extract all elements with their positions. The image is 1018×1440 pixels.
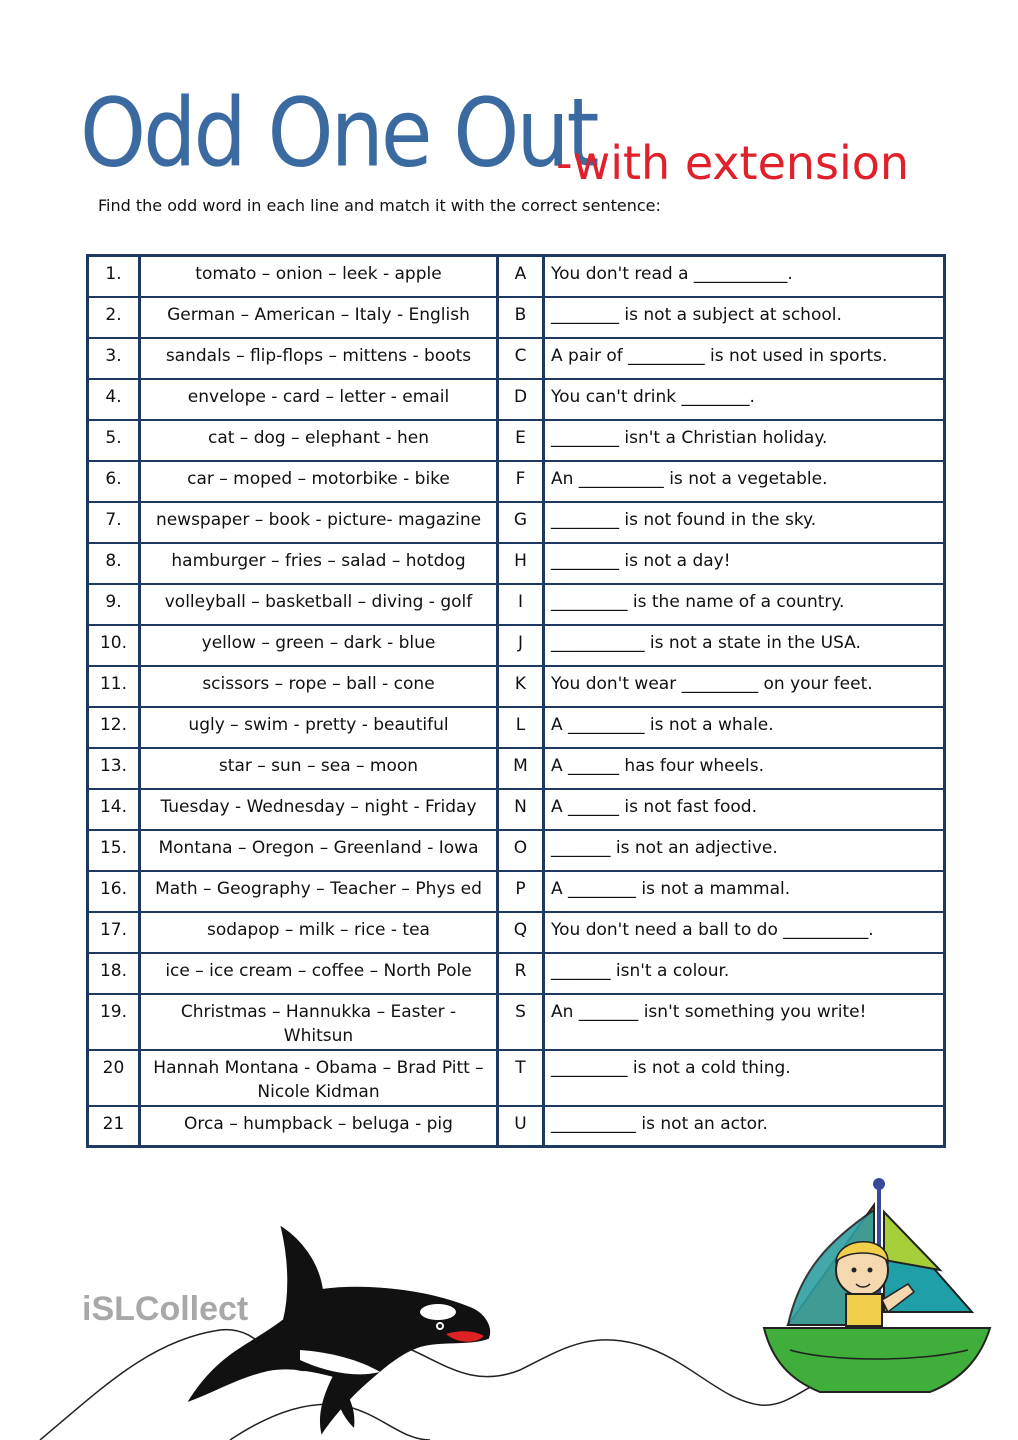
word-list: Orca – humpback – beluga - pig — [140, 1106, 498, 1147]
row-number: 1. — [88, 256, 140, 297]
sentence-text: You don't wear _________ on your feet. — [544, 666, 945, 707]
sentence-text: A ______ is not fast food. — [544, 789, 945, 830]
word-list: German – American – Italy - English — [140, 297, 498, 338]
sentence-text: An _______ isn't something you write! — [544, 994, 945, 1050]
word-list: newspaper – book - picture- magazine — [140, 502, 498, 543]
sentence-letter: M — [498, 748, 544, 789]
row-number: 19. — [88, 994, 140, 1050]
row-number: 14. — [88, 789, 140, 830]
word-list: hamburger – fries – salad – hotdog — [140, 543, 498, 584]
word-list: envelope - card – letter - email — [140, 379, 498, 420]
word-list: sodapop – milk – rice - tea — [140, 912, 498, 953]
sentence-letter: C — [498, 338, 544, 379]
sentence-letter: P — [498, 871, 544, 912]
page-subtitle: -with extension — [556, 136, 910, 190]
row-number: 12. — [88, 707, 140, 748]
sentence-letter: D — [498, 379, 544, 420]
sentence-letter: E — [498, 420, 544, 461]
row-number: 5. — [88, 420, 140, 461]
sentence-text: ________ isn't a Christian holiday. — [544, 420, 945, 461]
sailboat-illustration — [764, 1178, 990, 1392]
sentence-text: ________ is not a subject at school. — [544, 297, 945, 338]
sentence-text: A _________ is not a whale. — [544, 707, 945, 748]
sentence-letter: N — [498, 789, 544, 830]
sentence-letter: T — [498, 1050, 544, 1106]
word-list: scissors – rope – ball - cone — [140, 666, 498, 707]
sentence-text: A pair of _________ is not used in sports. — [544, 338, 945, 379]
sentence-letter: L — [498, 707, 544, 748]
sentence-letter: A — [498, 256, 544, 297]
sentence-text: _______ is not an adjective. — [544, 830, 945, 871]
sentence-letter: K — [498, 666, 544, 707]
sentence-text: An __________ is not a vegetable. — [544, 461, 945, 502]
row-number: 13. — [88, 748, 140, 789]
word-list: Montana – Oregon – Greenland - Iowa — [140, 830, 498, 871]
word-list: Hannah Montana - Obama – Brad Pitt – Nicole Kidman — [140, 1050, 498, 1106]
sentence-letter: Q — [498, 912, 544, 953]
word-list: car – moped – motorbike - bike — [140, 461, 498, 502]
word-list: yellow – green – dark - blue — [140, 625, 498, 666]
row-number: 15. — [88, 830, 140, 871]
row-number: 20 — [88, 1050, 140, 1106]
sentence-text: A ______ has four wheels. — [544, 748, 945, 789]
sentence-letter: R — [498, 953, 544, 994]
sentence-letter: O — [498, 830, 544, 871]
instructions: Find the odd word in each line and match it with the correct sentence: — [98, 196, 661, 215]
sentence-text: You don't read a ___________. — [544, 256, 945, 297]
row-number: 16. — [88, 871, 140, 912]
word-list: Christmas – Hannukka – Easter - Whitsun — [140, 994, 498, 1050]
wave-line — [40, 1330, 840, 1440]
sentence-text: ___________ is not a state in the USA. — [544, 625, 945, 666]
word-list: star – sun – sea – moon — [140, 748, 498, 789]
row-number: 10. — [88, 625, 140, 666]
word-list: ice – ice cream – coffee – North Pole — [140, 953, 498, 994]
sentence-letter: F — [498, 461, 544, 502]
row-number: 8. — [88, 543, 140, 584]
row-number: 9. — [88, 584, 140, 625]
row-number: 17. — [88, 912, 140, 953]
row-number: 18. — [88, 953, 140, 994]
word-list: ugly – swim - pretty - beautiful — [140, 707, 498, 748]
sentence-letter: I — [498, 584, 544, 625]
sentence-text: __________ is not an actor. — [544, 1106, 945, 1147]
row-number: 6. — [88, 461, 140, 502]
word-list: cat – dog – elephant - hen — [140, 420, 498, 461]
sentence-text: _______ isn't a colour. — [544, 953, 945, 994]
sentence-letter: J — [498, 625, 544, 666]
sentence-letter: G — [498, 502, 544, 543]
row-number: 7. — [88, 502, 140, 543]
row-number: 3. — [88, 338, 140, 379]
row-number: 2. — [88, 297, 140, 338]
row-number: 4. — [88, 379, 140, 420]
sentence-text: ________ is not found in the sky. — [544, 502, 945, 543]
sentence-text: A ________ is not a mammal. — [544, 871, 945, 912]
word-list: Math – Geography – Teacher – Phys ed — [140, 871, 498, 912]
word-list: sandals – flip-flops – mittens - boots — [140, 338, 498, 379]
word-list: volleyball – basketball – diving - golf — [140, 584, 498, 625]
row-number: 21 — [88, 1106, 140, 1147]
sentence-letter: H — [498, 543, 544, 584]
sentence-letter: S — [498, 994, 544, 1050]
watermark: iSLCollect — [82, 1290, 249, 1328]
sentence-letter: B — [498, 297, 544, 338]
sentence-letter: U — [498, 1106, 544, 1147]
word-list: Tuesday - Wednesday – night - Friday — [140, 789, 498, 830]
sentence-text: _________ is not a cold thing. — [544, 1050, 945, 1106]
row-number: 11. — [88, 666, 140, 707]
sentence-text: You don't need a ball to do __________. — [544, 912, 945, 953]
sentence-text: You can't drink ________. — [544, 379, 945, 420]
sentence-text: _________ is the name of a country. — [544, 584, 945, 625]
word-list: tomato – onion – leek - apple — [140, 256, 498, 297]
sentence-text: ________ is not a day! — [544, 543, 945, 584]
page-title: Odd One Out — [80, 78, 597, 188]
